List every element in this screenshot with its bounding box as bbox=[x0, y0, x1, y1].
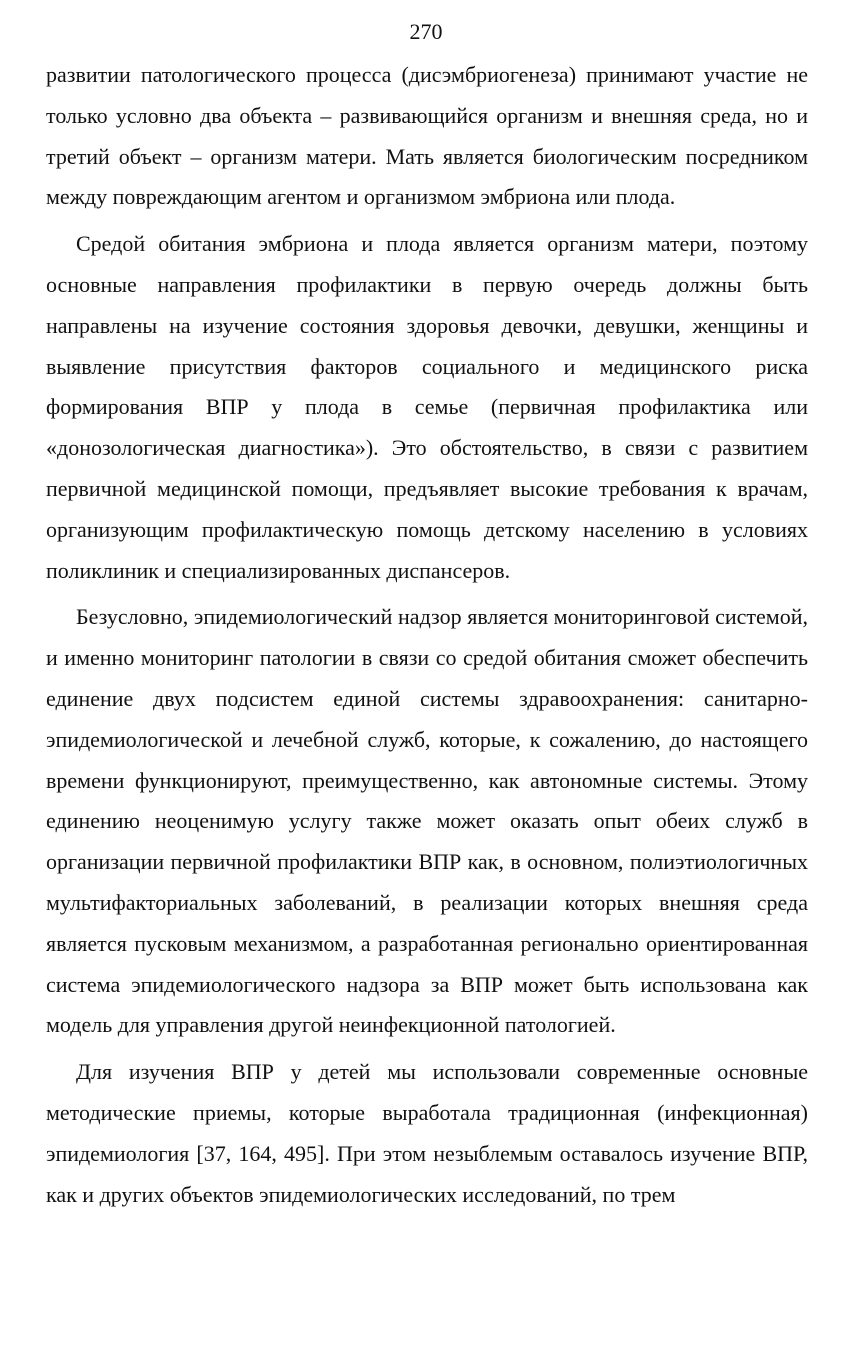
paragraph-3: Безусловно, эпидемиологический надзор является мониторинговой системой, и именно мониторинг патологии в связи со средой обитания сможет обеспечить единение двух подсистем единой системы здравоохранения: санитарно-эпидемиологической и лечебной служб, которые, к сожалению, до настоящего времени функционируют, преимущественно, как автономные системы. Этому единению неоценимую услугу также может оказать опыт обеих служб в организации первичной профилактики ВПР как, в основном, полиэтиологичных мультифакториальных заболеваний, в реализации которых внешняя среда является пусковым механизмом, а разработанная регионально ориентированная система эпидемиологического надзора за ВПР может быть использована как модель для управления другой неинфекционной патологией. bbox=[46, 604, 808, 1038]
page-number: 270 bbox=[409, 19, 443, 44]
paragraph-2: Средой обитания эмбриона и плода является организм матери, поэтому основные направления профилактики в первую очередь должны быть направлены на изучение состояния здоровья девочки, девушки, женщины и выявление присутствия факторов социального и медицинского риска формирования ВПР у плода в семье (первичная профилактика или «донозологическая диагностика»). Это обстоятельство, в связи с развитием первичной медицинской помощи, предъявляет высокие требования к врачам, организующим профилактическую помощь детскому населению в условиях поликлиник и специализированных диспансеров. bbox=[46, 231, 808, 583]
paragraph-1: развитии патологического процесса (дисэмбриогенеза) принимают участие не только условно два объекта – развивающийся организм и внешняя среда, но и третий объект – организм матери. Мать является биологическим посредником между повреждающим агентом и организмом эмбриона или плода. bbox=[46, 62, 808, 210]
paragraph-4: Для изучения ВПР у детей мы использовали современные основные методические приемы, которые выработала традиционная (инфекционная) эпидемиология [37, 164, 495]. При этом незыблемым оставалось изучение ВПР, как и других объектов эпидемиологических исследований, по трем bbox=[46, 1059, 808, 1207]
body-text bbox=[46, 55, 808, 1221]
